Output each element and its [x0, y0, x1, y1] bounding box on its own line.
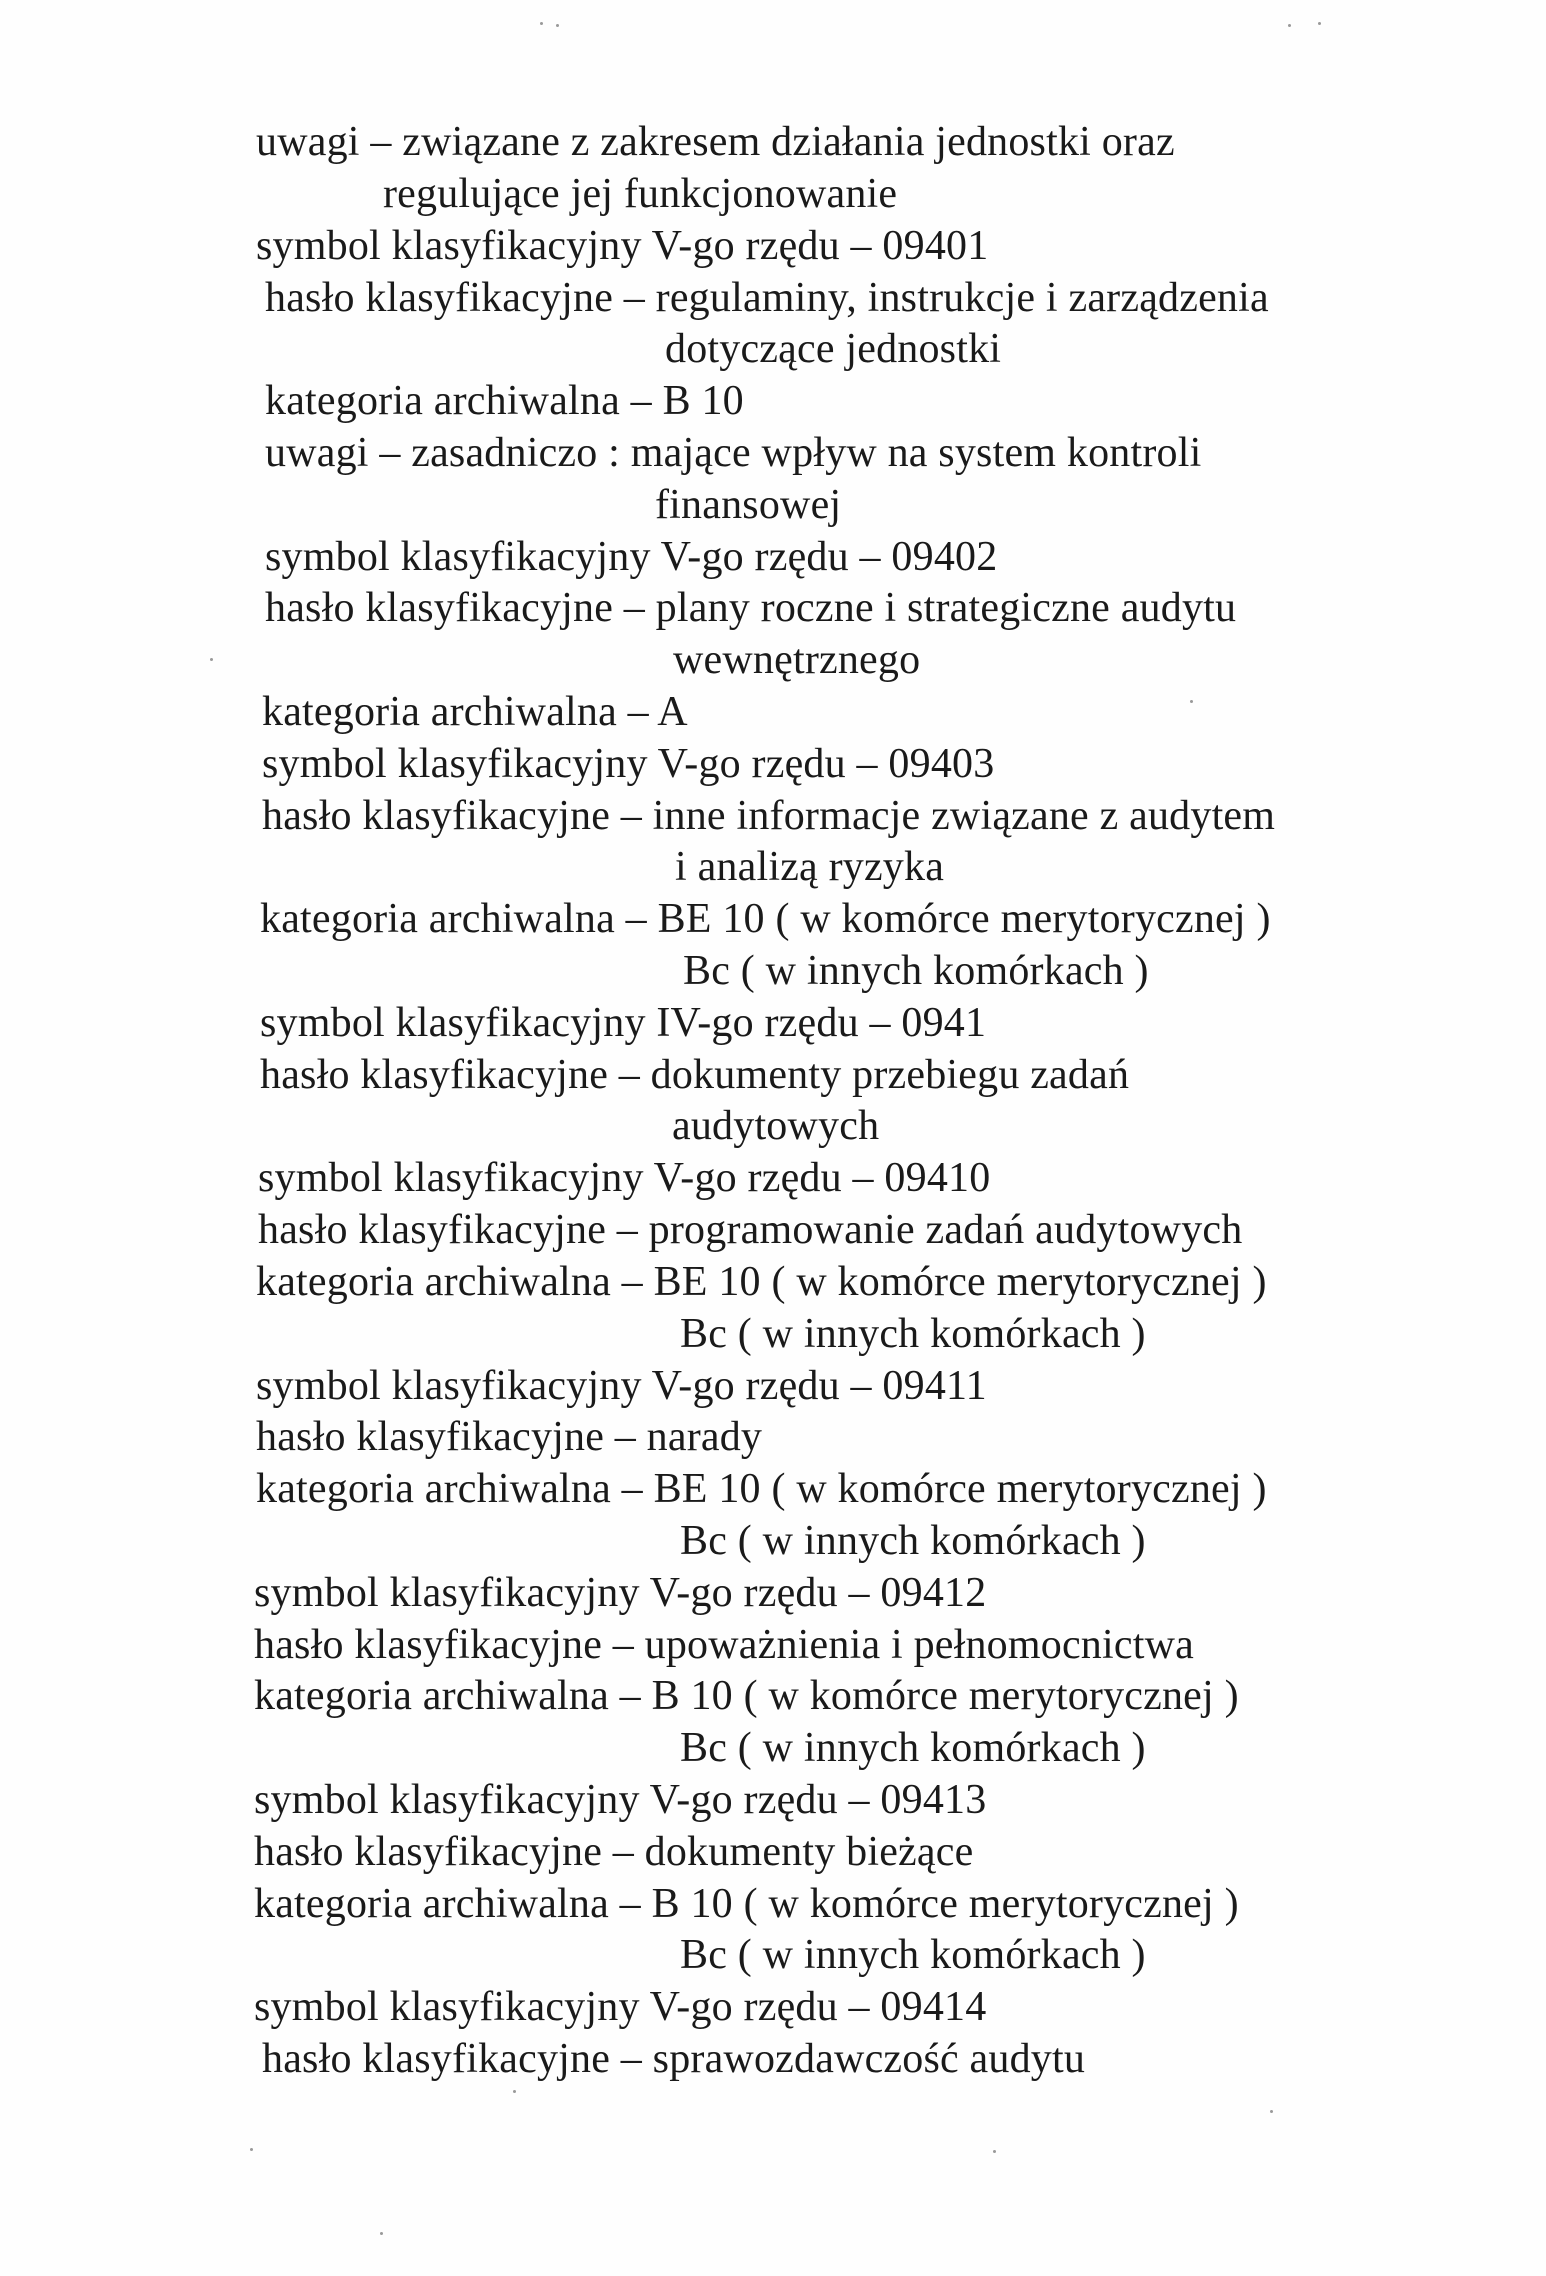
text-line: hasło klasyfikacyjne – dokumenty bieżące: [254, 1829, 974, 1875]
text-line: wewnętrznego: [673, 637, 921, 683]
text-line: symbol klasyfikacyjny V-go rzędu – 09414: [254, 1984, 987, 2030]
scan-speck: [513, 2090, 516, 2093]
scan-speck: [250, 2148, 253, 2151]
scan-speck: [1288, 24, 1291, 27]
text-line: regulujące jej funkcjonowanie: [383, 171, 898, 217]
scan-speck: [1270, 2110, 1273, 2113]
text-line: hasło klasyfikacyjne – regulaminy, instrukcje i zarządzenia: [265, 275, 1269, 321]
text-line: kategoria archiwalna – BE 10 ( w komórce merytorycznej ): [256, 1259, 1267, 1305]
text-line: symbol klasyfikacyjny V-go rzędu – 09403: [262, 741, 995, 787]
text-line: kategoria archiwalna – A: [262, 689, 688, 735]
text-line: symbol klasyfikacyjny V-go rzędu – 09410: [258, 1155, 991, 1201]
scan-speck: [993, 2150, 996, 2153]
text-line: kategoria archiwalna – BE 10 ( w komórce merytorycznej ): [260, 896, 1271, 942]
text-line: hasło klasyfikacyjne – programowanie zadań audytowych: [258, 1207, 1243, 1253]
text-line: uwagi – zasadniczo : mające wpływ na system kontroli: [265, 430, 1202, 476]
text-line: hasło klasyfikacyjne – sprawozdawczość audytu: [262, 2036, 1086, 2082]
scan-speck: [210, 658, 213, 661]
text-line: hasło klasyfikacyjne – dokumenty przebiegu zadań: [260, 1052, 1130, 1098]
text-line: Bc ( w innych komórkach ): [680, 1311, 1146, 1357]
text-line: symbol klasyfikacyjny IV-go rzędu – 0941: [260, 1000, 987, 1046]
text-line: audytowych: [672, 1103, 880, 1149]
text-line: uwagi – związane z zakresem działania jednostki oraz: [256, 119, 1175, 165]
text-line: hasło klasyfikacyjne – inne informacje związane z audytem: [262, 793, 1276, 839]
text-line: i analizą ryzyka: [675, 844, 945, 890]
text-line: Bc ( w innych komórkach ): [683, 948, 1149, 994]
text-line: symbol klasyfikacyjny V-go rzędu – 09402: [265, 534, 998, 580]
scan-speck: [556, 24, 559, 27]
text-line: hasło klasyfikacyjne – plany roczne i strategiczne audytu: [265, 585, 1237, 631]
text-line: symbol klasyfikacyjny V-go rzędu – 09411: [256, 1363, 987, 1409]
text-line: symbol klasyfikacyjny V-go rzędu – 09412: [254, 1570, 987, 1616]
text-line: kategoria archiwalna – B 10: [265, 378, 744, 424]
scan-speck: [1318, 22, 1321, 25]
text-line: kategoria archiwalna – B 10 ( w komórce merytorycznej ): [254, 1881, 1239, 1927]
text-line: hasło klasyfikacyjne – narady: [256, 1414, 763, 1460]
text-line: Bc ( w innych komórkach ): [680, 1725, 1146, 1771]
text-line: dotyczące jednostki: [665, 326, 1002, 372]
scan-speck: [380, 2232, 383, 2235]
scan-speck: [1190, 700, 1193, 703]
text-line: Bc ( w innych komórkach ): [680, 1932, 1146, 1978]
text-line: symbol klasyfikacyjny V-go rzędu – 09401: [256, 223, 989, 269]
text-line: Bc ( w innych komórkach ): [680, 1518, 1146, 1564]
scan-speck: [540, 22, 543, 25]
text-line: kategoria archiwalna – B 10 ( w komórce merytorycznej ): [254, 1673, 1239, 1719]
text-line: finansowej: [655, 482, 842, 528]
text-line: symbol klasyfikacyjny V-go rzędu – 09413: [254, 1777, 987, 1823]
text-line: hasło klasyfikacyjne – upoważnienia i pełnomocnictwa: [254, 1622, 1194, 1668]
text-line: kategoria archiwalna – BE 10 ( w komórce merytorycznej ): [256, 1466, 1267, 1512]
